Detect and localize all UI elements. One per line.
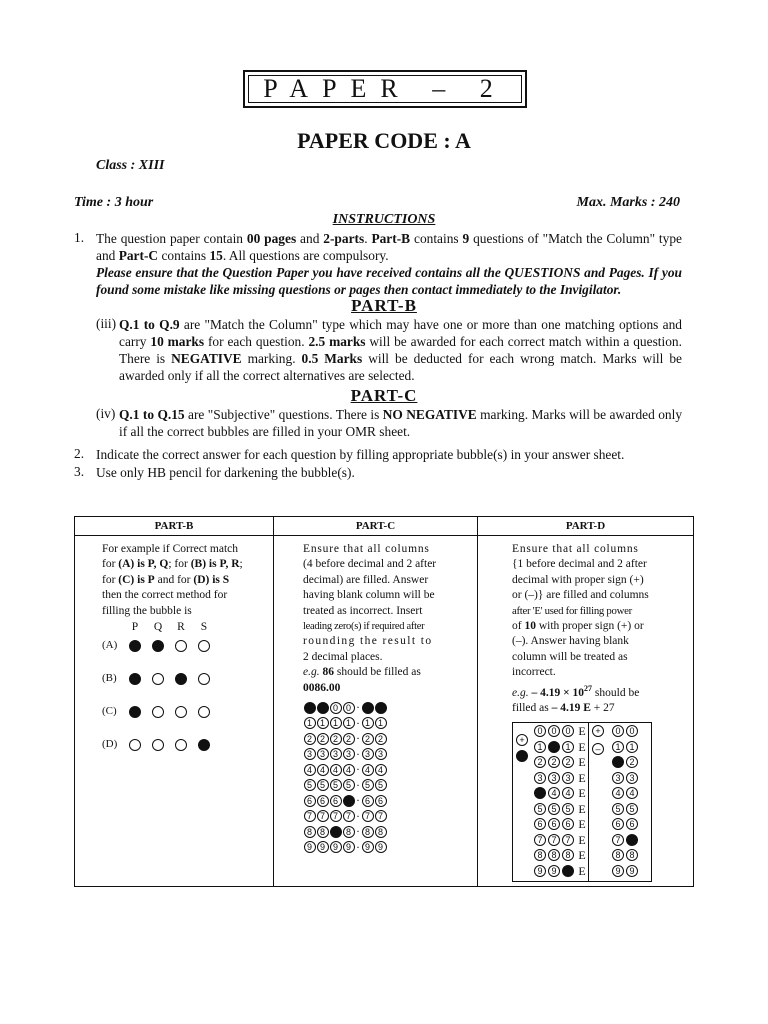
- digit-bubble[interactable]: 7: [330, 810, 342, 822]
- instruction-3-number: 3.: [74, 464, 85, 479]
- digit-bubble[interactable]: 6: [375, 795, 387, 807]
- digit-row: [303, 824, 387, 840]
- decimal-point: ·: [356, 839, 360, 854]
- digit-bubble[interactable]: 9: [362, 841, 374, 853]
- digit-bubble[interactable]: 0: [548, 725, 560, 737]
- digit-row: [303, 840, 387, 856]
- digit-bubble[interactable]: 6: [626, 818, 638, 830]
- digit-bubble[interactable]: 3: [548, 772, 560, 784]
- time-label: Time : 3 hour: [74, 195, 154, 210]
- instruction-iv: Q.1 to Q.15 are "Subjective" questions. There is NO NEGATIVE marking. Marks will be awarded only if all the correct bubbles are filled in your OMR sheet.: [119, 407, 683, 439]
- digit-bubble[interactable]: 2: [534, 756, 546, 768]
- digit-bubble[interactable]: 4: [343, 764, 355, 776]
- digit-bubble[interactable]: 8: [562, 849, 574, 861]
- digit-bubble[interactable]: 8: [534, 849, 546, 861]
- digit-bubble[interactable]: 9: [304, 841, 316, 853]
- digit-bubble[interactable]: 0: [330, 702, 342, 714]
- e-letter: E: [578, 848, 586, 862]
- digit-bubble[interactable]: 8: [612, 849, 624, 861]
- paper-title: PAPER – 2: [248, 75, 522, 103]
- digit-row: [303, 762, 387, 778]
- digit-bubble[interactable]: 5: [317, 779, 329, 791]
- answer-bubble[interactable]: [198, 706, 210, 718]
- digit-bubble[interactable]: 2: [362, 733, 374, 745]
- digit-bubble[interactable]: 9: [375, 841, 387, 853]
- digit-bubble[interactable]: 8: [375, 826, 387, 838]
- digit-bubble[interactable]: 5: [330, 779, 342, 791]
- match-row: [102, 704, 262, 720]
- part-d-cell: Ensure that all columns {1 before decimal and 2 after decimal with proper sign (+) or (–)} are filled and columns after 'E' used for filling power of 10 with proper sign (+) or (–). Answer having blank column will be treated as incorrect. e.g. – $4.19 \times 10^{27}$ should be filled as – 4.19 E + 27 + 0 0 0 E + 0 0 1 1 1 E – 1 1 2 2 2 E 2 2 3 3 3 E 3 3 4 4 4 E 4 4 5 5 5 E 5 5 6 6 6 E 6 6 7 7 7 E 7 7 8 8 8 E 8 8 9 9 9 E 9 9: [478, 536, 694, 887]
- digit-bubble[interactable]: 7: [626, 834, 638, 846]
- exp-plus-bubble[interactable]: +: [592, 725, 604, 737]
- digit-bubble[interactable]: 9: [562, 865, 574, 877]
- digit-bubble[interactable]: 3: [317, 748, 329, 760]
- answer-bubble[interactable]: [129, 739, 141, 751]
- digit-row: [303, 716, 387, 732]
- digit-bubble[interactable]: 7: [548, 834, 560, 846]
- digit-bubble[interactable]: 1: [330, 717, 342, 729]
- digit-bubble[interactable]: 8: [317, 826, 329, 838]
- digit-bubble[interactable]: 0: [343, 702, 355, 714]
- exp-minus-bubble[interactable]: –: [592, 743, 604, 755]
- digit-bubble[interactable]: 4: [534, 787, 546, 799]
- digit-bubble[interactable]: 6: [304, 795, 316, 807]
- plus-sign-bubble[interactable]: +: [516, 734, 528, 746]
- digit-bubble[interactable]: 3: [362, 748, 374, 760]
- decimal-point: ·: [356, 824, 360, 838]
- decimal-point: ·: [356, 731, 360, 745]
- digit-bubble[interactable]: 1: [343, 717, 355, 729]
- digit-bubble[interactable]: 6: [330, 795, 342, 807]
- part-d-bubble-grid: [512, 722, 652, 884]
- digit-bubble[interactable]: 7: [343, 810, 355, 822]
- digit-bubble[interactable]: 2: [317, 733, 329, 745]
- answer-bubble[interactable]: [129, 706, 141, 718]
- part-c-cell: Ensure that all columns (4 before decimal and 2 after decimal) are filled. Answer having blank column will be treated as incorrect. Insert leading zero(s) if required after rounding the result to 2 decimal places. e.g. 86 should be filled as 0086.00 0 0 0 0 · 0 0 1 1 1 1 · 1 1 2 2 2 2 · 2 2 3 3 3 3 · 3 3 4 4 4 4 · 4 4 5 5 5 5 · 5 5 6 6 6 6 · 6 6 7 7 7 7 · 7 7 8 8 8 8 · 8 8 9 9 9 9 · 9 9: [274, 536, 478, 887]
- answer-bubble[interactable]: [152, 673, 164, 685]
- digit-bubble[interactable]: 6: [343, 795, 355, 807]
- digit-bubble[interactable]: 4: [317, 764, 329, 776]
- max-marks-label: Max. Marks : 240: [576, 195, 680, 210]
- e-letter: E: [578, 739, 586, 754]
- digit-bubble[interactable]: 5: [304, 779, 316, 791]
- digit-bubble[interactable]: 7: [317, 810, 329, 822]
- decimal-point: ·: [356, 777, 360, 792]
- digit-bubble[interactable]: 4: [562, 787, 574, 799]
- answer-bubble[interactable]: [152, 739, 164, 751]
- digit-bubble[interactable]: 8: [362, 826, 374, 838]
- match-row-label: (D): [102, 738, 118, 750]
- instruction-2: Indicate the correct answer for each question by filling appropriate bubble(s) in your answer sheet.: [96, 447, 625, 462]
- digit-bubble[interactable]: 9: [612, 865, 624, 877]
- digit-bubble[interactable]: 5: [548, 803, 560, 815]
- decimal-point: ·: [356, 808, 360, 823]
- match-row: [102, 737, 262, 753]
- digit-bubble[interactable]: 9: [330, 841, 342, 853]
- answer-bubble[interactable]: [152, 706, 164, 718]
- paper-title-box: [243, 70, 527, 108]
- digit-bubble[interactable]: 1: [534, 741, 546, 753]
- digit-row: [303, 747, 387, 763]
- match-row-label: (A): [102, 639, 118, 651]
- digit-bubble[interactable]: 6: [612, 818, 624, 830]
- part-b-heading: PART-B: [351, 296, 417, 315]
- e-letter: E: [578, 724, 586, 738]
- decimal-point: ·: [356, 762, 360, 776]
- instruction-2-number: 2.: [74, 446, 85, 461]
- instruction-1-warning: Please ensure that the Question Paper you have received contains all the QUESTIONS and Pages. If you found some mistake like missing questions or pages then contact immediately to the Invigilator.: [96, 265, 682, 297]
- instruction-1: The question paper contain 00 pages and 2-parts. Part-B contains 9 questions of "Match the Column" type and Part-C contains 15. All questions are compulsory. Please ensure that the Question Paper you have received contains all the QUESTIONS and Pages. If you found some mistake like missing questions or pages then contact immediately to the Invigilator.: [96, 231, 682, 297]
- answer-bubble[interactable]: [198, 640, 210, 652]
- digit-bubble[interactable]: 0: [612, 725, 624, 737]
- digit-bubble[interactable]: 1: [317, 717, 329, 729]
- answer-bubble[interactable]: [175, 739, 187, 751]
- part-c-bubble-grid: [303, 700, 387, 855]
- e-letter: E: [578, 817, 586, 831]
- digit-bubble[interactable]: 9: [534, 865, 546, 877]
- digit-bubble[interactable]: 0: [362, 702, 374, 714]
- digit-bubble[interactable]: 9: [626, 865, 638, 877]
- digit-bubble[interactable]: 2: [548, 756, 560, 768]
- match-row-label: (B): [102, 672, 117, 684]
- digit-bubble[interactable]: 3: [626, 772, 638, 784]
- digit-bubble[interactable]: 3: [343, 748, 355, 760]
- digit-bubble[interactable]: 2: [626, 756, 638, 768]
- digit-bubble[interactable]: 6: [548, 818, 560, 830]
- digit-bubble[interactable]: 8: [626, 849, 638, 861]
- digit-bubble[interactable]: 9: [548, 865, 560, 877]
- digit-bubble[interactable]: 9: [343, 841, 355, 853]
- digit-bubble[interactable]: 7: [362, 810, 374, 822]
- digit-bubble[interactable]: 6: [534, 818, 546, 830]
- digit-bubble[interactable]: 4: [362, 764, 374, 776]
- exponent-grid: [512, 722, 652, 882]
- answer-bubble[interactable]: [152, 640, 164, 652]
- answer-bubble[interactable]: [175, 673, 187, 685]
- instruction-iv-number: (iv): [96, 406, 116, 421]
- e-letter: E: [578, 770, 586, 785]
- digit-bubble[interactable]: 6: [362, 795, 374, 807]
- answer-bubble[interactable]: [175, 706, 187, 718]
- digit-bubble[interactable]: 0: [534, 725, 546, 737]
- answer-format-table: [74, 516, 694, 887]
- part-b-cell: For example if Correct match for (A) is P, Q; for (B) is P, R; for (C) is P and for (D) is S then the correct method for filling the bubble is P Q R S (A) (B) (C) (D): [75, 536, 274, 887]
- decimal-point: ·: [356, 700, 360, 714]
- instructions-heading: INSTRUCTIONS: [332, 212, 436, 227]
- e-letter: E: [578, 755, 586, 769]
- digit-bubble[interactable]: 7: [304, 810, 316, 822]
- header-part-b: PART-B: [75, 517, 274, 536]
- match-row: [102, 638, 262, 654]
- digit-bubble[interactable]: 7: [612, 834, 624, 846]
- part-c-heading: PART-C: [350, 386, 418, 405]
- digit-bubble[interactable]: 0: [562, 725, 574, 737]
- header-part-c: PART-C: [274, 517, 478, 536]
- minus-sign-bubble[interactable]: [516, 750, 528, 762]
- digit-bubble[interactable]: 6: [562, 818, 574, 830]
- digit-bubble[interactable]: 7: [375, 810, 387, 822]
- digit-bubble[interactable]: 1: [304, 717, 316, 729]
- digit-bubble[interactable]: 8: [343, 826, 355, 838]
- header-part-d: PART-D: [478, 517, 694, 536]
- digit-bubble[interactable]: 5: [612, 803, 624, 815]
- instruction-3: Use only HB pencil for darkening the bubble(s).: [96, 465, 355, 480]
- e-letter: E: [578, 863, 586, 878]
- digit-bubble[interactable]: 5: [362, 779, 374, 791]
- paper-code: PAPER CODE : A: [297, 128, 471, 153]
- digit-bubble[interactable]: 3: [375, 748, 387, 760]
- digit-bubble[interactable]: 8: [548, 849, 560, 861]
- digit-bubble[interactable]: 7: [562, 834, 574, 846]
- digit-row: [303, 793, 387, 809]
- digit-bubble[interactable]: 5: [562, 803, 574, 815]
- digit-bubble[interactable]: 3: [562, 772, 574, 784]
- digit-bubble[interactable]: 5: [343, 779, 355, 791]
- digit-bubble[interactable]: 2: [562, 756, 574, 768]
- digit-bubble[interactable]: 4: [375, 764, 387, 776]
- digit-bubble[interactable]: 0: [626, 725, 638, 737]
- answer-bubble[interactable]: [198, 673, 210, 685]
- digit-bubble[interactable]: 3: [534, 772, 546, 784]
- digit-bubble[interactable]: 1: [562, 741, 574, 753]
- answer-bubble[interactable]: [175, 640, 187, 652]
- digit-row: [303, 700, 387, 716]
- digit-bubble[interactable]: 4: [304, 764, 316, 776]
- digit-row: [303, 731, 387, 747]
- instruction-iii-number: (iii): [96, 316, 117, 331]
- digit-bubble[interactable]: 3: [304, 748, 316, 760]
- digit-bubble[interactable]: 2: [304, 733, 316, 745]
- answer-bubble[interactable]: [129, 640, 141, 652]
- e-letter: E: [578, 801, 586, 816]
- pqrs-header: P Q R S: [131, 621, 208, 633]
- match-row-label: (C): [102, 705, 117, 717]
- decimal-point: ·: [356, 715, 360, 730]
- digit-bubble[interactable]: 1: [548, 741, 560, 753]
- digit-bubble[interactable]: 4: [548, 787, 560, 799]
- answer-bubble[interactable]: [198, 739, 210, 751]
- instruction-iii: Q.1 to Q.9 are "Match the Column" type which may have one or more than one matching options and carry 10 marks for each question. 2.5 marks will be awarded for each correct match within a question. There is NEGATIVE marking. 0.5 Marks will be deducted for each wrong match. Marks will be awarded only if all the correct alternatives are selected.: [119, 317, 682, 383]
- digit-row: [303, 809, 387, 825]
- digit-bubble[interactable]: 8: [330, 826, 342, 838]
- digit-bubble[interactable]: 1: [612, 741, 624, 753]
- e-letter: E: [578, 832, 586, 847]
- e-letter: E: [578, 786, 586, 800]
- digit-bubble[interactable]: 0: [375, 702, 387, 714]
- digit-bubble[interactable]: 8: [304, 826, 316, 838]
- digit-bubble[interactable]: 7: [534, 834, 546, 846]
- digit-bubble[interactable]: 9: [317, 841, 329, 853]
- digit-bubble[interactable]: 4: [612, 787, 624, 799]
- digit-bubble[interactable]: 3: [612, 772, 624, 784]
- digit-bubble[interactable]: 3: [330, 748, 342, 760]
- digit-bubble[interactable]: 5: [534, 803, 546, 815]
- digit-bubble[interactable]: 4: [330, 764, 342, 776]
- digit-bubble[interactable]: 5: [375, 779, 387, 791]
- digit-bubble[interactable]: 2: [343, 733, 355, 745]
- digit-bubble[interactable]: 1: [375, 717, 387, 729]
- class-label: Class : XIII: [96, 158, 165, 173]
- instruction-1-number: 1.: [74, 230, 85, 245]
- digit-bubble[interactable]: 2: [330, 733, 342, 745]
- decimal-point: ·: [356, 793, 360, 807]
- digit-bubble[interactable]: 5: [626, 803, 638, 815]
- digit-bubble[interactable]: 1: [626, 741, 638, 753]
- digit-bubble[interactable]: 0: [304, 702, 316, 714]
- digit-bubble[interactable]: 4: [626, 787, 638, 799]
- digit-bubble[interactable]: 0: [317, 702, 329, 714]
- digit-bubble[interactable]: 2: [375, 733, 387, 745]
- digit-row: [303, 778, 387, 794]
- digit-bubble[interactable]: 1: [362, 717, 374, 729]
- digit-bubble[interactable]: 6: [317, 795, 329, 807]
- digit-bubble[interactable]: 2: [612, 756, 624, 768]
- match-row: [102, 671, 262, 687]
- answer-bubble[interactable]: [129, 673, 141, 685]
- decimal-point: ·: [356, 746, 360, 761]
